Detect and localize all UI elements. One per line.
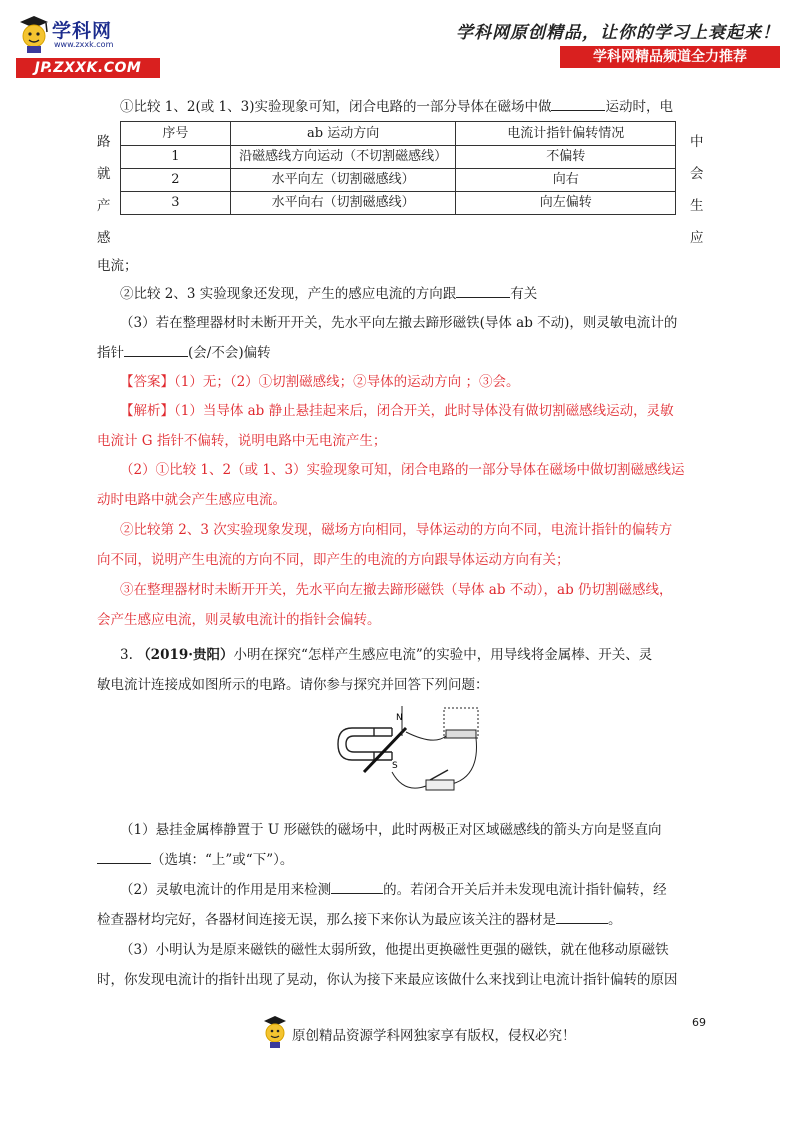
circuit-figure (334, 706, 482, 798)
q1-intro-text: ①比较 1、2(或 1、3)实验现象可知，闭合电路的一部分导体在磁场中做 (120, 99, 552, 115)
analysis-line: ②比较第 2、3 次实验现象发现，磁场方向相同，导体运动的方向不同，电流计指针的偏转方 (120, 522, 673, 538)
problem3-q1-line-a: （1）悬挂金属棒静置于 U 形磁铁的磁场中，此时两极正对区域磁感线的箭头方向是竖直向 (120, 822, 662, 838)
problem3-q2-a1: （2）灵敏电流计的作用是用来检测 (120, 882, 332, 898)
table-row (121, 192, 676, 215)
brand-name: 学科网 (52, 20, 113, 42)
problem3-q2-line-b (97, 910, 622, 930)
answer-blank (331, 880, 383, 894)
analysis-line: 会产生感应电流，则灵敏电流计的指针会偏转。 (97, 612, 381, 628)
q2-compare-text: ②比较 2、3 实验现象还发现，产生的感应电流的方向跟 (120, 286, 457, 302)
side-char-right: 生 (690, 198, 704, 214)
problem3-q3-line-a: （3）小明认为是原来磁铁的磁性太弱所致，他提出更换磁性更强的磁铁，就在他移动原磁铁 (120, 942, 669, 958)
q3-b-end: (会/不会)偏转 (188, 345, 271, 361)
q2-compare-end: 有关 (510, 286, 538, 302)
table-header-cell: 序号 (121, 122, 231, 146)
analysis-line: 向不同，说明产生电流的方向不同，即产生的电流的方向跟导体运动方向有关； (97, 552, 570, 568)
problem-source: （2019·贵阳） (137, 647, 234, 663)
table-cell: 水平向左（切割磁感线） (230, 169, 456, 192)
site-logo (10, 14, 160, 76)
analysis-line: 动时电路中就会产生感应电流。 (97, 492, 286, 508)
table-header-row (121, 122, 676, 146)
table-row (121, 146, 676, 169)
q3-b-text: 指针 (97, 345, 124, 361)
problem3-q2-a2: 的。若闭合开关后并未发现电流计指针偏转，经 (383, 882, 667, 898)
analysis-line: 电流计 G 指针不偏转，说明电路中无电流产生； (97, 433, 387, 449)
table-cell: 沿磁感线方向运动（不切割磁感线） (230, 146, 456, 169)
table-cell: 水平向右（切割磁感线） (230, 192, 456, 215)
problem3-q2-b2: 。 (608, 912, 622, 928)
side-char-right: 应 (690, 230, 704, 246)
table-cell: 不偏转 (456, 146, 676, 169)
q3-line-b (97, 343, 271, 363)
current-end-line: 电流； (97, 258, 138, 274)
problem3-q3-line-b: 时，你发现电流计的指针出现了晃动，你认为接下来最应该做什么来找到让电流计指针偏转的原因 (97, 972, 678, 988)
side-char-left: 就 (97, 166, 111, 182)
side-char-right: 会 (690, 166, 704, 182)
copyright-notice: 原创精品资源学科网独家享有版权，侵权必究！ (292, 1028, 576, 1044)
problem3-line1-text: 小明在探究“怎样产生感应电流”的实验中，用导线将金属棒、开关、灵 (233, 647, 653, 663)
problem3-q1-line-b (97, 850, 293, 870)
header-slogan: 学科网原创精品，让你的学习上衰起来！ (456, 23, 780, 43)
table-cell: 向右 (456, 169, 676, 192)
problem3-q2-b1: 检查器材均完好，各器材间连接无误，那么接下来你认为最应该关注的器材是 (97, 912, 556, 928)
problem3-line2: 敏电流计连接成如图所示的电路。请你参与探究并回答下列问题： (97, 677, 489, 693)
u-magnet-icon (338, 728, 392, 760)
table-header-cell: 电流计指针偏转情况 (456, 122, 676, 146)
answer-blank (456, 284, 510, 298)
table-cell: 2 (121, 169, 231, 192)
table-header-cell: ab 运动方向 (230, 122, 456, 146)
south-pole-label: S (392, 761, 398, 771)
mascot-icon (14, 14, 52, 54)
answer-blank (97, 850, 151, 864)
q3-line-a: （3）若在整理器材时未断开开关，先水平向左撤去蹄形磁铁(导体 ab 不动)，则灵敏电流计的 (120, 315, 678, 331)
domain-banner[interactable]: JP.ZXXK.COM (16, 58, 160, 78)
answer-blank (556, 910, 608, 924)
north-pole-label: N (396, 713, 403, 723)
table-cell: 3 (121, 192, 231, 215)
table-cell: 向左偏转 (456, 192, 676, 215)
q2-compare-line (120, 284, 537, 304)
side-char-left: 产 (97, 198, 111, 214)
galvanometer-icon (444, 708, 478, 738)
side-char-left: 路 (97, 134, 111, 150)
answer-blank (124, 343, 188, 357)
problem-number: 3. (120, 647, 133, 663)
experiment-table (120, 121, 676, 215)
page-number: 69 (692, 1016, 706, 1029)
problem3-q1-b-text: （选填：“上”或“下”）。 (151, 852, 294, 868)
table-cell: 1 (121, 146, 231, 169)
mascot-icon (260, 1014, 290, 1050)
metal-rod (364, 728, 406, 772)
analysis-line: （2）①比较 1、2（或 1、3）实验现象可知，闭合电路的一部分导体在磁场中做切割磁感线运 (120, 462, 685, 478)
side-char-right: 中 (690, 134, 704, 150)
problem3-q2-line-a (120, 880, 667, 900)
analysis-line: ③在整理器材时未断开开关，先水平向左撤去蹄形磁铁（导体 ab 不动），ab 仍切割磁感线， (120, 582, 673, 598)
switch-icon (426, 770, 454, 790)
answer-line: 【答案】（1）无；（2）①切割磁感线；②导体的运动方向 ；③会。 (120, 374, 520, 390)
problem3-line1 (120, 645, 652, 665)
table-row (121, 169, 676, 192)
brand-url: www.zxxk.com (54, 40, 114, 49)
channel-banner: 学科网精品频道全力推荐 (560, 46, 780, 68)
q1-intro-line (120, 97, 673, 117)
side-char-left: 感 (97, 230, 111, 246)
analysis-line: 【解析】（1）当导体 ab 静止悬挂起来后，闭合开关，此时导体没有做切割磁感线运动，灵敏 (120, 403, 674, 419)
answer-blank (551, 97, 605, 111)
q1-intro-end: 运动时，电 (605, 99, 673, 115)
